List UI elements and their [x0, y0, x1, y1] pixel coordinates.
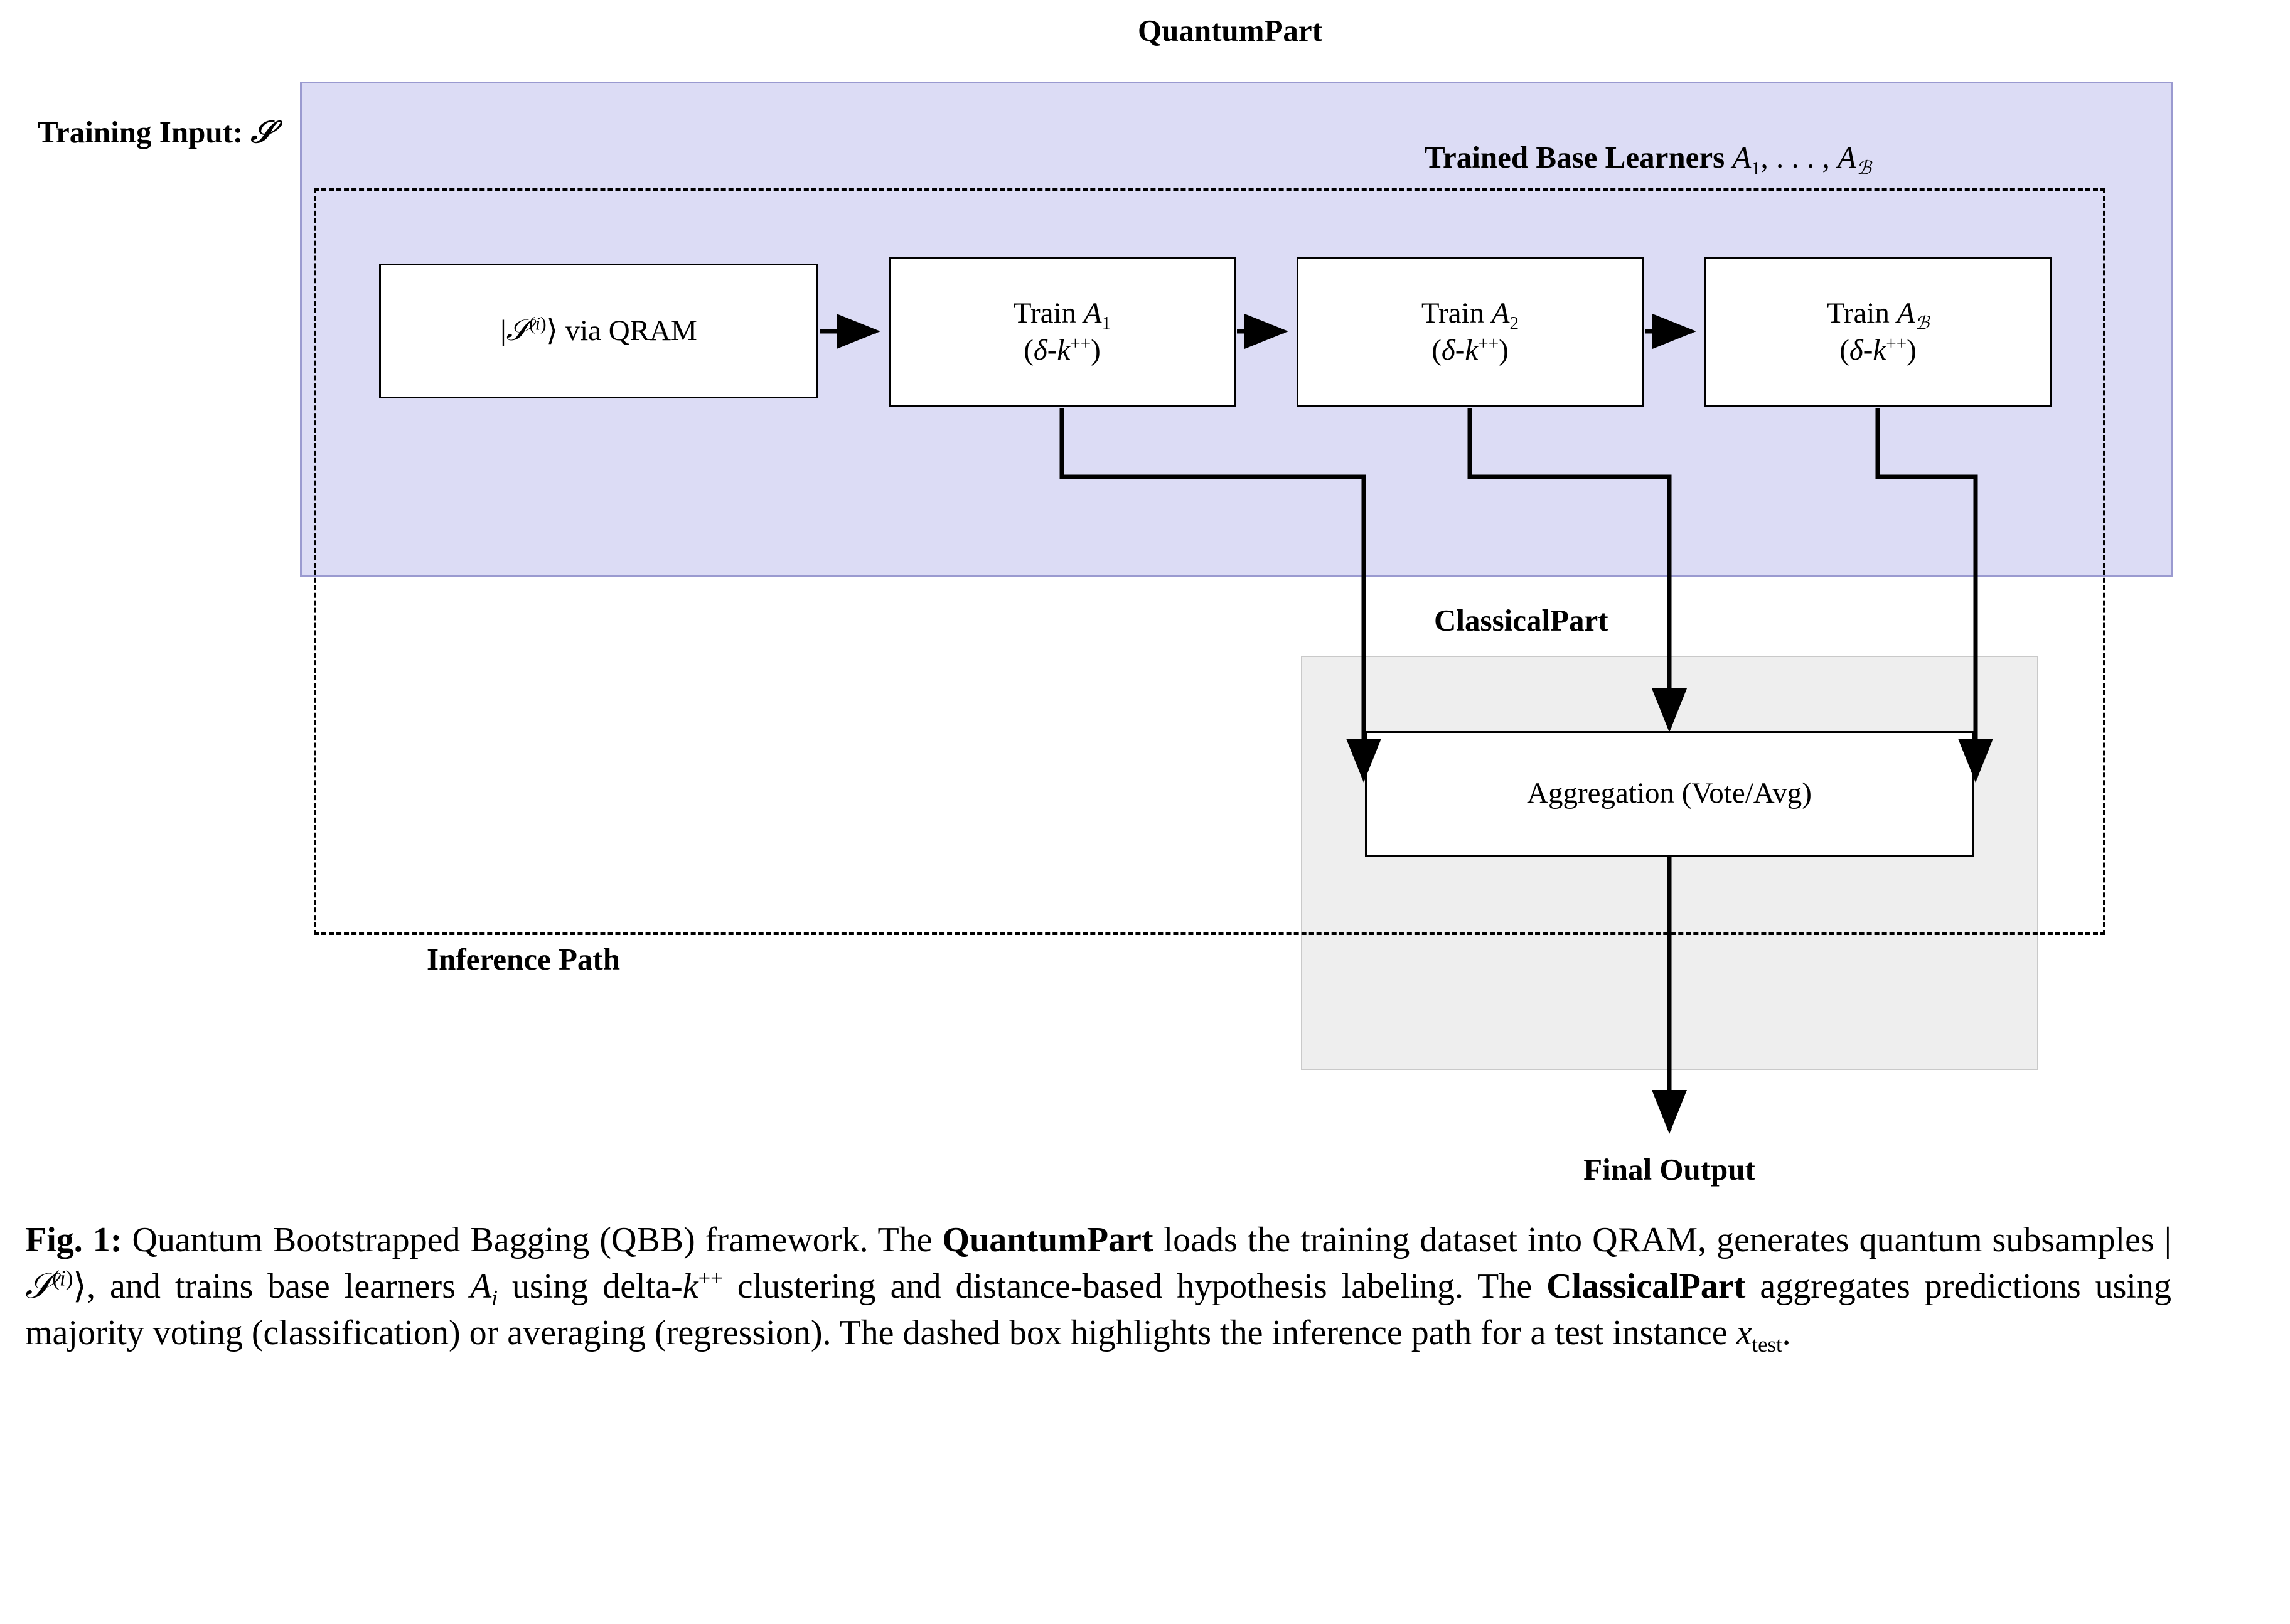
- caption-bold-2: ClassicalPart: [1546, 1266, 1746, 1306]
- final-output-label: Final Output: [1583, 1152, 1755, 1187]
- inference-path-label: Inference Path: [427, 942, 620, 976]
- quantum-part-title: QuantumPart: [1138, 13, 1322, 48]
- node-qram-label: |𝒮$^{(i)}$⟩ via QRAM: [500, 314, 697, 347]
- node-train-a2: [1297, 257, 1644, 407]
- node-train-ab: [1704, 257, 2052, 407]
- caption-label: Fig. 1:: [25, 1221, 122, 1259]
- trained-base-learners-label: Trained Base Learners $A_1$, . . . , $A_ℬ$: [1425, 140, 1871, 179]
- training-input-label: Training Input: 𝒮: [38, 115, 275, 149]
- node-train-a1-line1: Train $A_1$: [1013, 296, 1111, 334]
- node-train-ab-line1: Train $A_ℬ$: [1826, 296, 1930, 334]
- caption-bold-1: QuantumPart: [942, 1221, 1153, 1259]
- node-train-a1-line2: (δ-k++): [1024, 333, 1101, 366]
- node-qram-loader: [379, 264, 818, 398]
- caption-text-1: Quantum Bootstrapped Bagging (QBB) framework. The: [122, 1221, 943, 1259]
- figure-caption: Fig. 1: Quantum Bootstrapped Bagging (QBB) framework. The QuantumPart loads the training dataset into QRAM, generates quantum subsamples |𝒮$^{(i)}$⟩, and trains base learners $A_i$ using delta-k++ clustering and distance-based hypothesis labeling. The ClassicalPart aggregates predictions using majority voting (classification) or averaging (regression). The dashed box highlights the inference path for a test instance $x_{test}$.: [25, 1221, 2171, 1357]
- node-train-ab-line2: (δ-k++): [1839, 333, 1917, 366]
- node-train-a2-line1: Train $A_2$: [1421, 296, 1519, 334]
- classical-part-title: ClassicalPart: [1434, 603, 1608, 638]
- node-train-a1: [889, 257, 1236, 407]
- node-aggregation: Aggregation (Vote/Avg): [1365, 731, 1974, 857]
- node-train-a2-line2: (δ-k++): [1431, 333, 1509, 366]
